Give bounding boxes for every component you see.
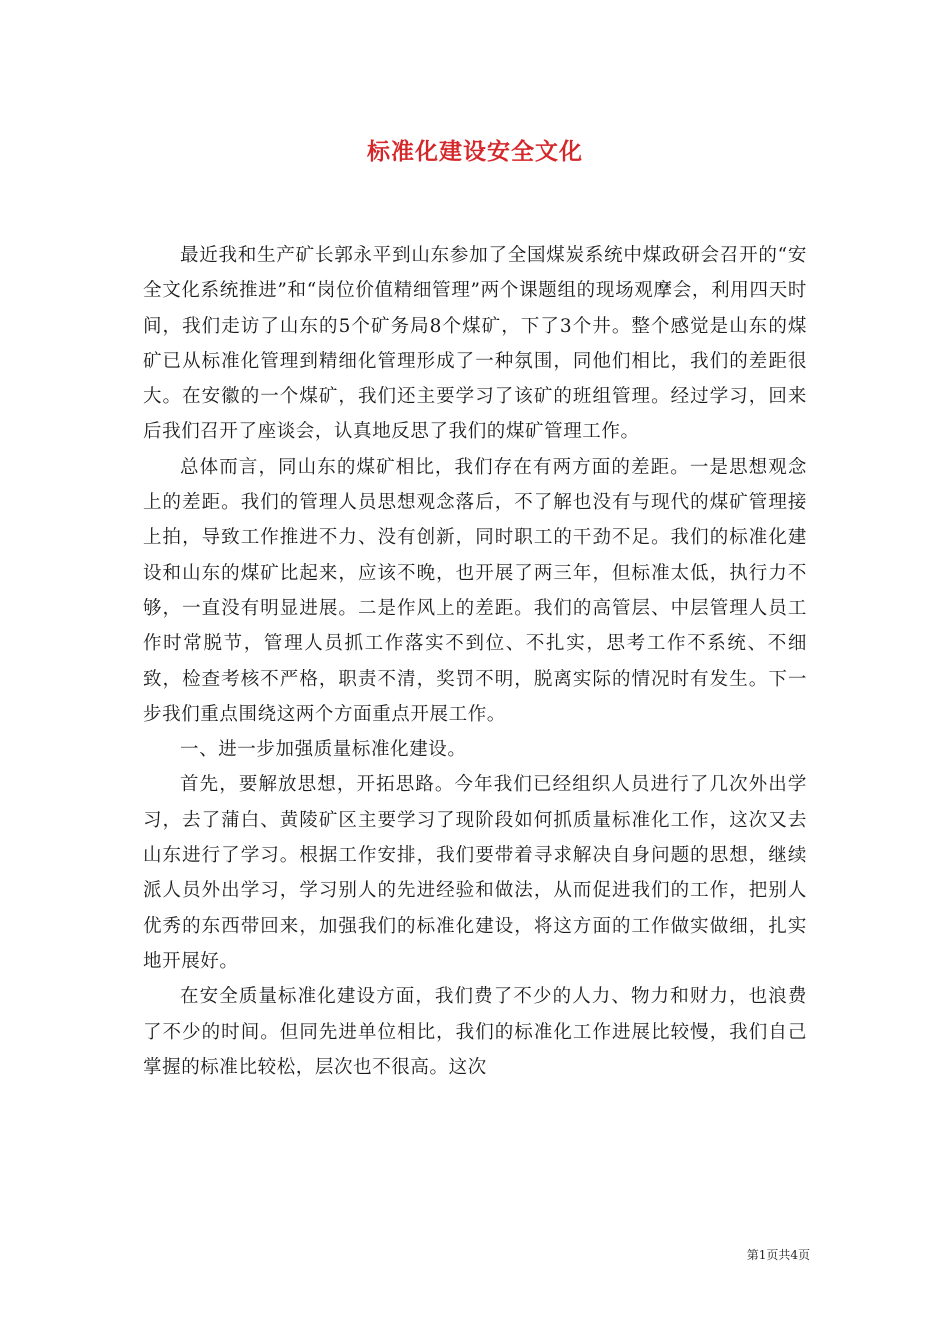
paragraph-3: 首先，要解放思想，开拓思路。今年我们已经组织人员进行了几次外出学习，去了蒲白、黄陵矿区主要学习了现阶段如何抓质量标准化工作，这次又去山东进行了学习。根据工作安排，我们要带着寻求解决自身问题的思想，继续派人员外出学习，学习别人的先进经验和做法，从而促进我们的工作，把别人优秀的东西带回来，加强我们的标准化建设，将这方面的工作做实做细，扎实地开展好。 (143, 774, 807, 972)
page-number-footer: 第1页共4页 (746, 1248, 810, 1262)
paragraph-1: 最近我和生产矿长郭永平到山东参加了全国煤炭系统中煤政研会召开的“安全文化系统推进”和“岗位价值精细管理”两个课题组的现场观摩会，利用四天时间，我们走访了山东的5个矿务局8个煤矿，下了3个井。整个感觉是山东的煤矿已从标准化管理到精细化管理形成了一种氛围，同他们相比，我们的差距很大。在安徽的一个煤矿，我们还主要学习了该矿的班组管理。经过学习，回来后我们召开了座谈会，认真地反思了我们的煤矿管理工作。 (143, 245, 807, 443)
document-body (143, 238, 807, 1085)
paragraph-2: 总体而言，同山东的煤矿相比，我们存在有两方面的差距。一是思想观念上的差距。我们的管理人员思想观念落后，不了解也没有与现代的煤矿管理接上拍，导致工作推进不力、没有创新，同时职工的干劲不足。我们的标准化建设和山东的煤矿比起来，应该不晚，也开展了两三年，但标准太低，执行力不够，一直没有明显进展。二是作风上的差距。我们的高管层、中层管理人员工作时常脱节，管理人员抓工作落实不到位、不扎实，思考工作不系统、不细致，检查考核不严格，职责不清，奖罚不明，脱离实际的情况时有发生。下一步我们重点围绕这两个方面重点开展工作。 (143, 456, 807, 725)
document-title: 标准化建设安全文化 (367, 138, 583, 165)
section-heading-1: 一、进一步加强质量标准化建设。 (180, 739, 467, 761)
paragraph-4: 在安全质量标准化建设方面，我们费了不少的人力、物力和财力，也浪费了不少的时间。但同先进单位相比，我们的标准化工作进展比较慢，我们自己掌握的标准比较松，层次也不很高。这次 (143, 986, 807, 1078)
